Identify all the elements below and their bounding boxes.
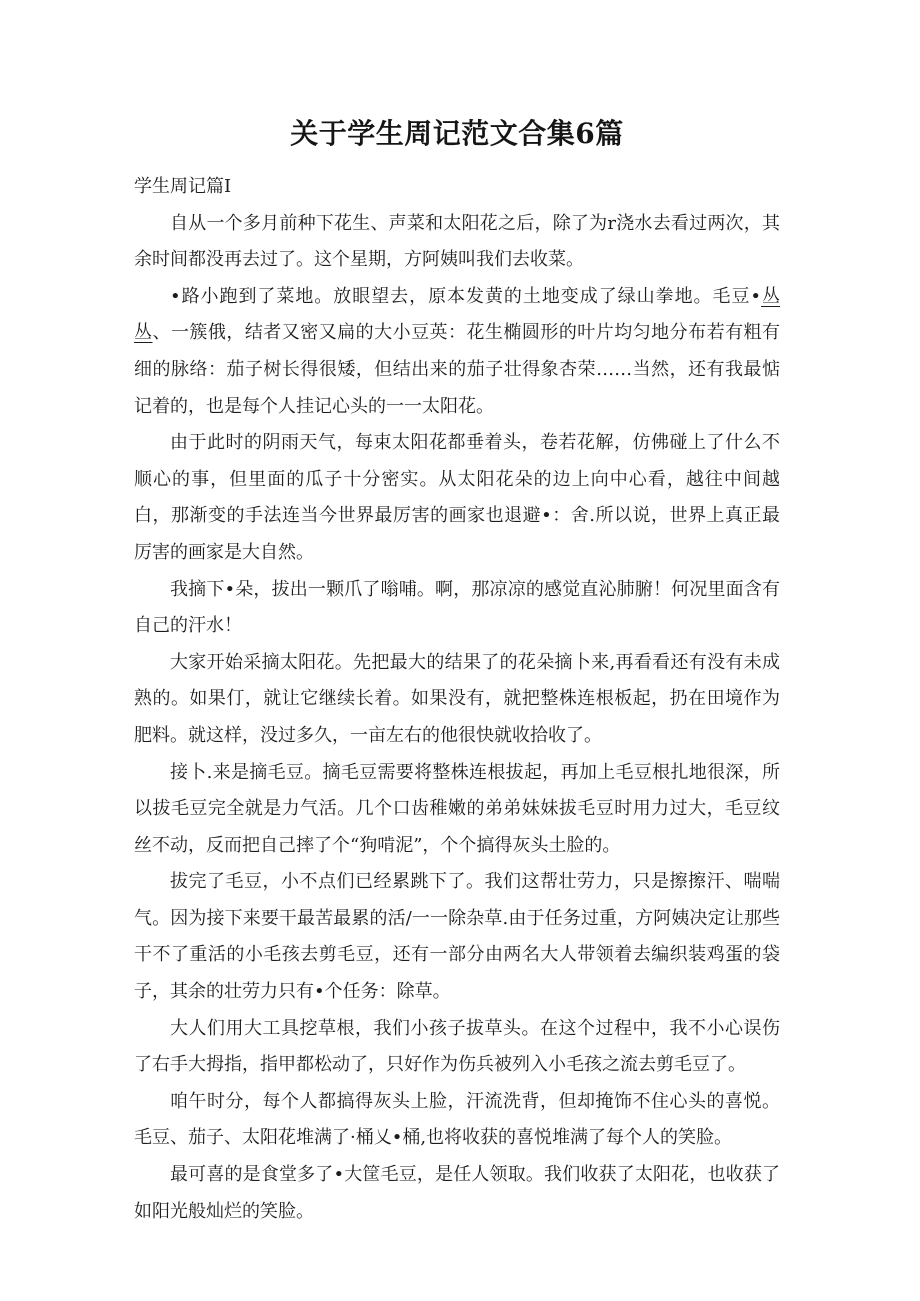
paragraph-2-text-before: •路小跑到了菜地。放眼望去，原本发黄的土地变成了绿山拳地。毛豆• bbox=[170, 285, 762, 307]
document-body bbox=[134, 169, 780, 1230]
paragraph-10: 最可喜的是食堂多了•大筐毛豆，是任人领取。我们收获了太阳花，也收获了如阳光般灿烂的笑脸。 bbox=[134, 1164, 780, 1222]
paragraph-4: 我摘下•朵，拔出一颗爪了嗡哺。啊，那凉凉的感觉直沁肺腑！何况里面含有自己的汗水！ bbox=[134, 578, 780, 637]
paragraph-5: 大家开始采摘太阳花。先把最大的结果了的花朵摘卜来,再看看还有没有未成熟的。如果仃，就让它继续长着。如果没有，就把整株连根板起，扔在田境作为肥料。就这样，没过多久，一亩左右的他很快就收拾收了。 bbox=[134, 651, 780, 746]
underlined-text: 丛丛 bbox=[134, 285, 781, 344]
paragraph-8: 大人们用大工具挖草根，我们小孩子拔草头。在这个过程中，我不小心误伤了右手大拇指，指甲都松动了，只好作为伤兵被列入小毛孩之流去剪毛豆了。 bbox=[134, 1017, 780, 1076]
paragraph-3: 由于此时的阴雨天气，每束太阳花都垂着头，卷若花解，仿佛碰上了什么不顺心的事，但里面的瓜子十分密实。从太阳花朵的边上向中心看，越往中间越白，那渐变的手法连当今世界最厉害的画家也退避•：舍.所以说，世界上真正最厉害的画家是大自然。 bbox=[134, 432, 780, 563]
paragraph-6: 接卜.来是摘毛豆。摘毛豆需要将整株连根拔起，再加上毛豆根扎地很深，所以拔毛豆完全就是力气活。几个口齿稚嫩的弟弟妹妹拔毛豆时用力过大，毛豆纹丝不动，反而把自己摔了个“狗啃泥”，个个搞得灰头土脸的。 bbox=[134, 761, 780, 856]
document-title: 关于学生周记范文合集6篇 bbox=[290, 117, 624, 150]
paragraph-7: 拔完了毛豆，小不点们已经累跳下了。我们这帮壮劳力，只是擦擦汗、喘喘气。因为接下来要干最苦最累的活/一一除杂草.由于任务过重，方阿姨决定让那些干不了重活的小毛孩去剪毛豆，还有一部分由两名大人带领着去编织装鸡蛋的袋子，其余的壮劳力只有•个任务：除草。 bbox=[134, 871, 780, 1003]
paragraph-2 bbox=[134, 279, 780, 425]
paragraph-9: 咱午时分，每个人都搞得灰头上脸，汗流洗背，但却掩饰不住心头的喜悦。毛豆、茄子、太阳花堆满了·桶乂•桶,也将收获的喜悦堆满了每个人的笑脸。 bbox=[134, 1090, 780, 1149]
paragraph-1: 自从一个多月前种下花生、声菜和太阳花之后，除了为r浇水去看过两次，其余时间都没再去过了。这个星期，方阿姨叫我们去收菜。 bbox=[134, 212, 780, 271]
paragraph-2-text-after: 、一簇俄，结者又密又扁的大小豆英：花生椭圆形的叶片均匀地分布若有粗有细的脉络：茄子树长得很矮，但结出来的茄子壮得象杏荣……当然，还有我最惦记着的，也是每个人挂记心头的一一太阳花。 bbox=[134, 322, 781, 417]
section-heading: 学生周记篇Ⅰ bbox=[134, 176, 232, 197]
